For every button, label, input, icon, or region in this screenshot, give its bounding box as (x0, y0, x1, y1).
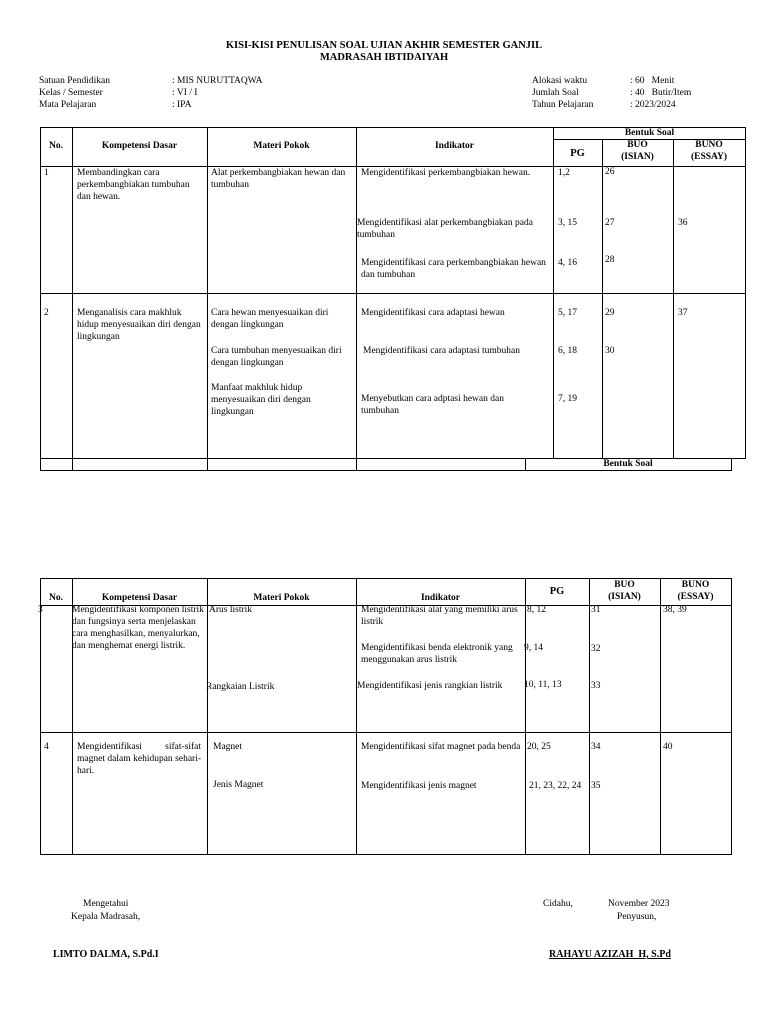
t2-header-kd: Kompetensi Dasar (101, 593, 178, 603)
t2-row4-pg-2: 21, 23, 22, 24 (529, 781, 582, 791)
t2-row4-materi-1: Magnet (213, 742, 243, 752)
t2-row4-buo-2: 35 (591, 781, 601, 791)
t1-row2-buno-1: 37 (678, 308, 688, 318)
t2-row3-indikator-3: Mengidentifikasi jenis rangkian listrik (357, 681, 503, 691)
t1-header-kd: Kompetensi Dasar (101, 141, 178, 151)
t2-row3-materi-1: Arus listrik (209, 605, 253, 615)
t2-row4-buno-1: 40 (663, 742, 673, 752)
t2-row3-buo-3: 33 (591, 681, 601, 691)
t2-row3-pg-2: 9, 14 (524, 643, 543, 653)
t2-row4-indikator-2: Mengidentifikasi jenis magnet (361, 781, 477, 791)
document-title: KISI-KISI PENULISAN SOAL UJIAN AKHIR SEMESTER GANJIL (225, 40, 543, 51)
info-label-satuan: Satuan Pendidikan (39, 76, 110, 86)
t1-row2-indikator-2: Mengidentifikasi cara adaptasi tumbuhan (363, 346, 520, 356)
signature-left-name: LIMTO DALMA, S.Pd.I (53, 949, 159, 960)
t1-row2-pg-3: 7, 19 (558, 394, 577, 404)
t1-footer-bentuk-soal: Bentuk Soal (603, 459, 653, 469)
t1-row2-materi-2: Cara tumbuhan menyesuaikan diri dengan lingkungan (211, 346, 342, 368)
t1-row2-materi-1: Cara hewan menyesuaikan diri dengan lingkungan (211, 308, 329, 330)
t1-row1-pg-2: 3, 15 (558, 218, 577, 228)
t2-row3-buo-2: 32 (591, 644, 601, 654)
t2-row4-pg-1: 20, 25 (527, 742, 551, 752)
t1-row1-buo-3: 28 (605, 255, 615, 265)
t1-row1-buo-2: 27 (605, 218, 615, 228)
t1-row2-materi-3: Manfaat makhluk hidup menyesuaikan diri dengan lingkungan (211, 383, 311, 417)
info-value-mapel: : IPA (172, 100, 192, 110)
t1-row2-indikator-3: Menyebutkan cara adptasi hewan dan tumbuhan (361, 394, 504, 416)
t2-header-no: No. (49, 593, 63, 603)
t2-header-buno: BUNO (ESSAY) (677, 580, 714, 602)
t1-header-buo: BUO (ISIAN) (621, 140, 654, 162)
t1-row1-indikator-2: Mengidentifikasi alat perkembangbiakan pada tumbuhan (357, 218, 533, 240)
t2-header-pg: PG (549, 586, 565, 597)
info-label-mapel: Mata Pelajaran (39, 100, 97, 110)
t1-header-no: No. (49, 141, 63, 151)
info-label-kelas: Kelas / Semester (39, 88, 103, 98)
t2-row3-materi-2: Rangkaian Listrik (206, 682, 275, 692)
info-label-alokasi: Alokasi waktu (532, 76, 588, 86)
t1-row2-buo-1: 29 (605, 308, 615, 318)
t1-header-pg: PG (570, 148, 585, 159)
info-value-jumlah: : 40 Butir/Item (630, 88, 692, 98)
t1-row1-buo-1: 26 (605, 167, 615, 177)
t2-row3-indikator-1: Mengidentifikasi alat yang memiliki arus listrik (361, 605, 518, 627)
t1-header-bentuk-soal: Bentuk Soal (624, 128, 675, 138)
t2-row3-pg-3: 10, 11, 13 (524, 680, 562, 690)
t1-row1-indikator-1: Mengidentifikasi perkembangbiakan hewan. (361, 168, 531, 178)
t2-row3-indikator-2: Mengidentifikasi benda elektronik yang menggunakan arus listrik (361, 643, 513, 665)
info-label-tahun: Tahun Pelajaran (532, 100, 594, 110)
t1-row1-indikator-3: Mengidentifikasi cara perkembangbiakan hewan dan tumbuhan (361, 258, 546, 280)
info-value-kelas: : VI / I (172, 88, 198, 98)
t1-row1-no: 1 (44, 168, 49, 178)
t2-row4-materi-2: Jenis Magnet (213, 780, 264, 790)
t2-row4-buo-1: 34 (591, 742, 601, 752)
t2-header-buo: BUO (ISIAN) (608, 580, 641, 602)
document-subtitle: MADRASAH IBTIDAIYAH (319, 52, 449, 63)
t2-row4-kd: Mengidentifikasi sifat-sifat magnet dalam kehidupan sehari-hari. (77, 742, 201, 776)
t1-row2-indikator-1: Mengidentifikasi cara adaptasi hewan (361, 308, 505, 318)
info-value-satuan: : MIS NURUTTAQWA (172, 76, 263, 86)
t1-row2-buo-2: 30 (605, 346, 615, 356)
t2-header-materi: Materi Pokok (253, 593, 310, 603)
t1-header-indikator: Indikator (434, 141, 475, 151)
info-value-tahun: : 2023/2024 (630, 100, 676, 110)
signature-date: November 2023 (608, 899, 670, 909)
signature-left-mengetahui: Mengetahui (83, 899, 129, 909)
t1-row1-pg-3: 4, 16 (558, 258, 577, 268)
t2-row3-buo-1: 31 (591, 605, 601, 615)
signature-left-title: Kepala Madrasah, (71, 912, 141, 922)
t1-row2-pg-1: 5, 17 (558, 308, 577, 318)
t2-row3-kd: Mengidentifikasi komponen listrik dan fungsinya serta menjelaskan cara menghasilkan, menyalurkan, dan menghemat energi listrik. (72, 605, 204, 651)
t1-row1-buno-2: 36 (678, 218, 688, 228)
t2-row4-no: 4 (44, 742, 49, 752)
t1-row1-pg-1: 1,2 (558, 168, 570, 178)
t1-row2-kd: Menganalisis cara makhluk hidup menyesuaikan diri dengan lingkungan (77, 308, 201, 342)
signature-right-title: Penyusun, (617, 912, 657, 922)
t1-row2-pg-2: 6, 18 (558, 346, 577, 356)
t2-header-indikator: Indikator (420, 593, 461, 603)
signature-place: Cidahu, (543, 899, 573, 909)
info-value-alokasi: : 60 Menit (630, 76, 675, 86)
t1-row1-materi-1: Alat perkembangbiakan hewan dan tumbuhan (211, 168, 346, 190)
t2-row4-indikator-1: Mengidentifikasi sifat magnet pada benda (361, 742, 521, 752)
t1-header-materi: Materi Pokok (253, 141, 310, 151)
info-label-jumlah: Jumlah Soal (532, 88, 579, 98)
signature-right-name: RAHAYU AZIZAH H, S.Pd (549, 949, 671, 960)
t2-row3-no: 3 (38, 605, 43, 615)
t2-row3-pg-1: 8, 12 (527, 605, 546, 615)
t1-header-buno: BUNO (ESSAY) (690, 140, 728, 162)
t1-row1-kd: Membandingkan cara perkembangbiakan tumbuhan dan hewan. (77, 168, 190, 202)
t1-row2-no: 2 (44, 308, 49, 318)
t2-row3-buno-1: 38, 39 (663, 605, 687, 615)
